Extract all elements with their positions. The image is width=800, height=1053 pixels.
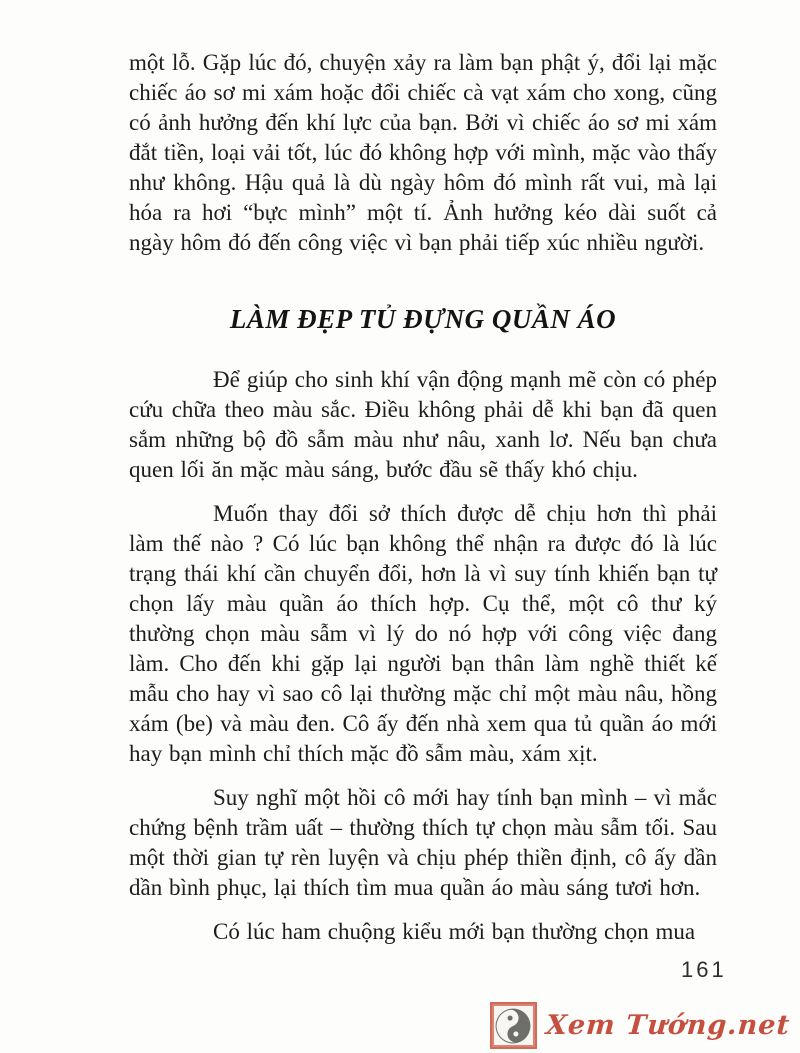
watermark — [490, 1002, 794, 1049]
watermark-site-name: Xem Tướng.net — [544, 1010, 792, 1041]
yin-yang-icon — [490, 1002, 537, 1049]
body-paragraph: Có lúc ham chuộng kiểu mới bạn thường chọn mua — [213, 919, 696, 944]
text-block — [129, 48, 717, 961]
page-number: 161 — [681, 957, 727, 982]
section-heading: LÀM ĐẸP TỦ ĐỰNG QUẦN ÁO — [229, 304, 617, 334]
body-paragraph: Muốn thay đổi sở thích được dễ chịu hơn thì phải làm thế nào ? Có lúc bạn không thể nhận ra được đó là lúc trạng thái khí cần chuyển đổi, hơn là vì suy tính khiến bạn tự chọn lấy màu quần áo thích hợp. Cụ thể, một cô thư ký thường chọn màu sẫm vì lý do nó hợp với công việc đang làm. Cho đến khi gặp lại người bạn thân làm nghề thiết kế mẫu cho hay vì sao cô lại thường mặc chỉ một màu nâu, hồng xám (be) và màu đen. Cô ấy đến nhà xem qua tủ quần áo mới hay bạn mình chỉ thích mặc đồ sẫm màu, xám xịt. — [129, 501, 717, 766]
continued-paragraph: một lỗ. Gặp lúc đó, chuyện xảy ra làm bạn phật ý, đổi lại mặc chiếc áo sơ mi xám hoặc đổi chiếc cà vạt xám cho xong, cũng có ảnh hưởng đến khí lực của bạn. Bởi vì chiếc áo sơ mi xám đắt tiền, loại vải tốt, lúc đó không hợp với mình, mặc vào thấy như không. Hậu quả là dù ngày hôm đó mình rất vui, mà lại hóa ra hơi “bực mình” một tí. Ảnh hưởng kéo dài suốt cả ngày hôm đó đến công việc vì bạn phải tiếp xúc nhiều người. — [129, 50, 717, 255]
body-paragraph: Suy nghĩ một hồi cô mới hay tính bạn mình – vì mắc chứng bệnh trầm uất – thường thích tự chọn màu sẫm tối. Sau một thời gian tự rèn luyện và chịu phép thiền định, cô ấy dần dần bình phục, lại thích tìm mua quần áo màu sáng tươi hơn. — [129, 785, 717, 900]
body-paragraph: Để giúp cho sinh khí vận động mạnh mẽ còn có phép cứu chữa theo màu sắc. Điều không phải dễ khi bạn đã quen sắm những bộ đồ sẫm màu như nâu, xanh lơ. Nếu bạn chưa quen lối ăn mặc màu sáng, bước đầu sẽ thấy khó chịu. — [129, 367, 717, 482]
